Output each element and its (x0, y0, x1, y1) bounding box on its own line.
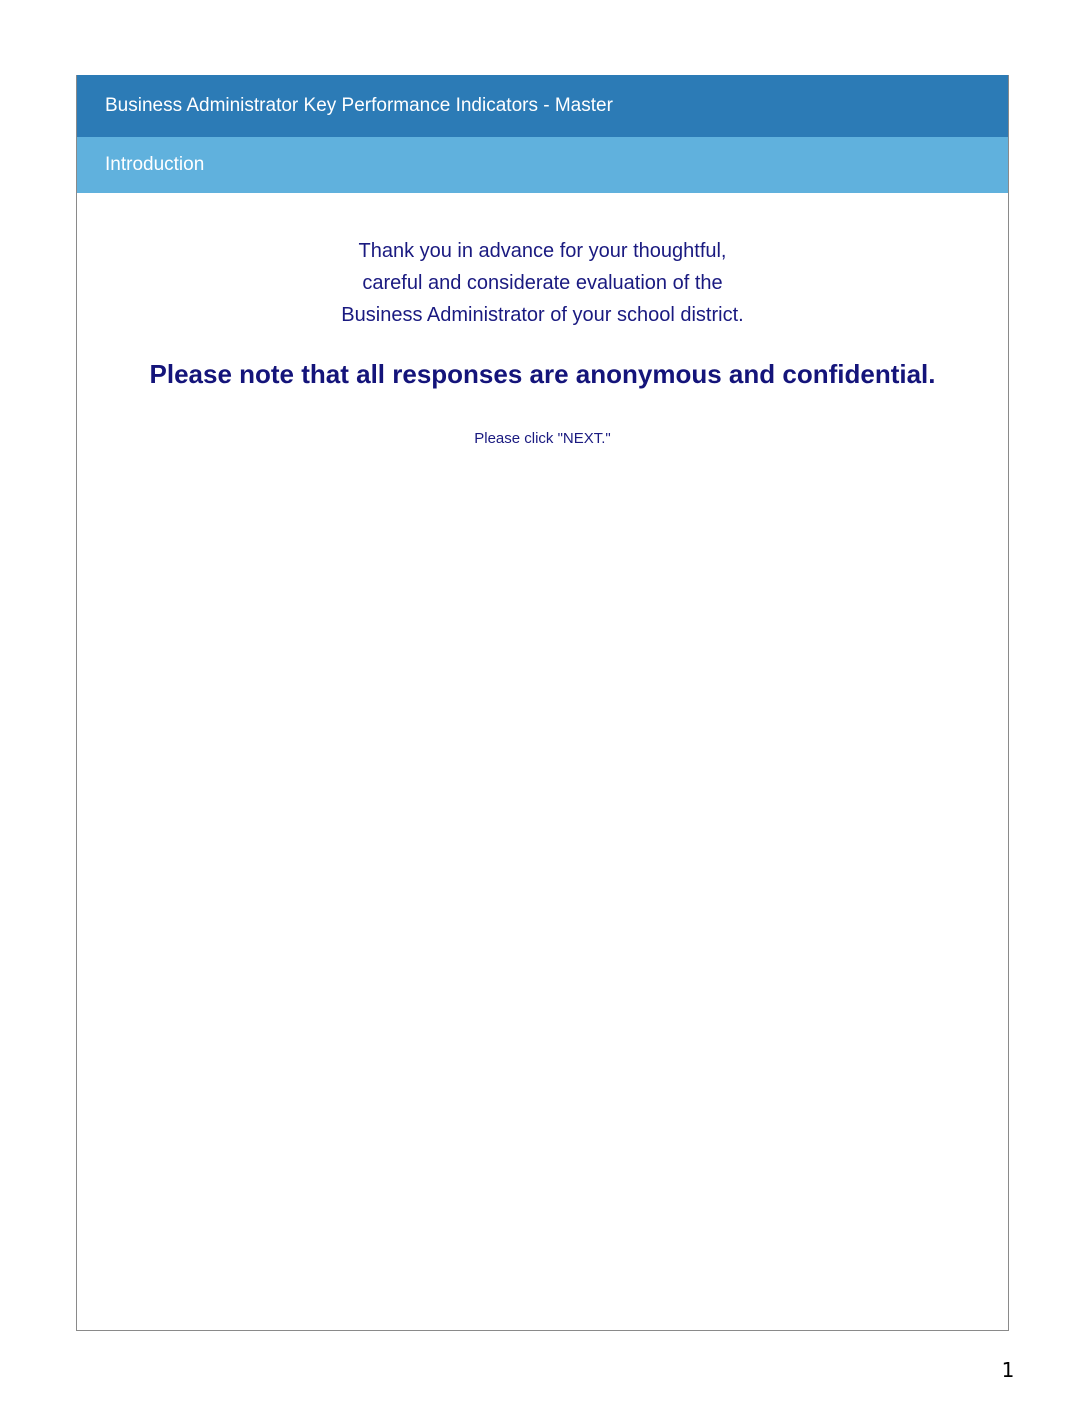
survey-title: Business Administrator Key Performance Indicators - Master (77, 75, 1008, 137)
survey-page (76, 75, 1009, 1331)
confidentiality-notice: Please note that all responses are anonymous and confidential. (149, 359, 936, 389)
intro-line: careful and considerate evaluation of the (362, 272, 723, 294)
intro-line: Business Administrator of your school district. (341, 304, 744, 326)
page-number: 1 (1001, 1358, 1015, 1382)
intro-line: Thank you in advance for your thoughtful, (358, 240, 727, 262)
next-instruction: Please click "NEXT." (474, 430, 611, 447)
intro-message (77, 235, 1008, 331)
section-title: Introduction (77, 137, 1008, 193)
